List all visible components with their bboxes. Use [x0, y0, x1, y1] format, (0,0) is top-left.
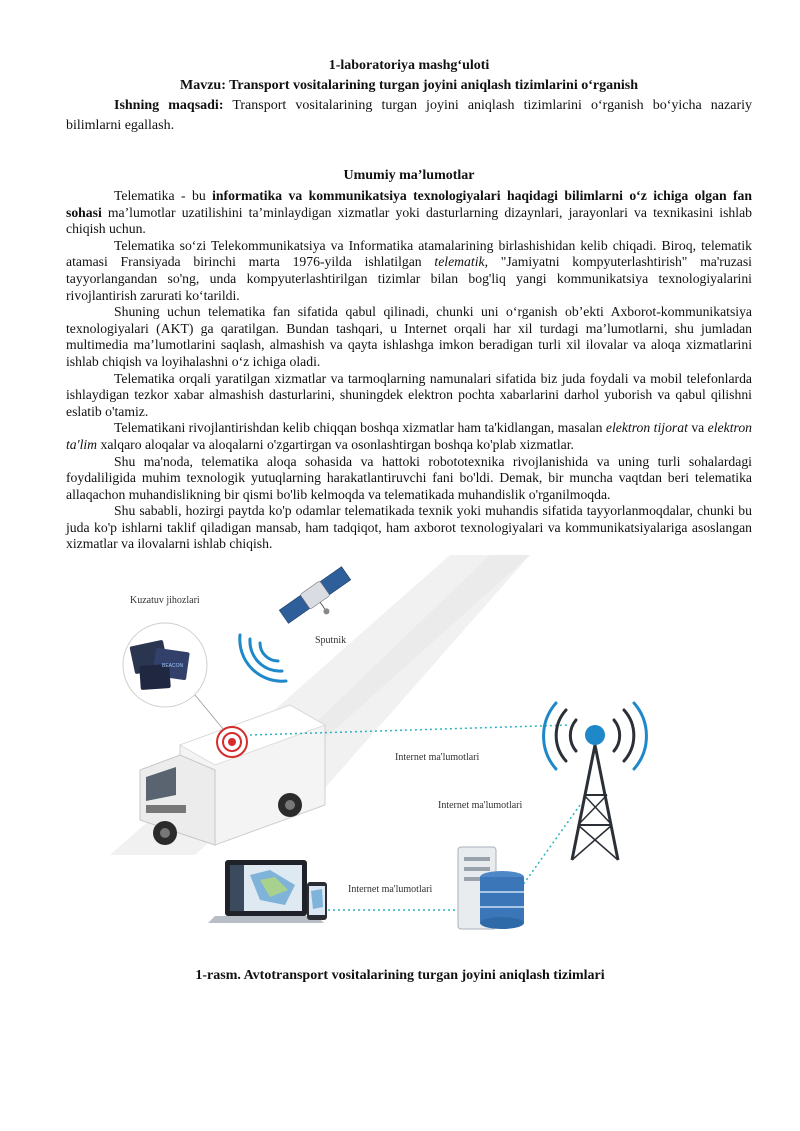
goal-paragraph — [66, 96, 752, 136]
paragraph-2 — [66, 238, 752, 304]
devices-label: Kuzatuv jihozlari — [130, 595, 200, 606]
link3-label: Internet ma'lumotlari — [348, 884, 433, 895]
p5-italic-1: elektron tijorat — [605, 420, 688, 436]
p5-text-c: va — [687, 420, 708, 436]
server-icon — [458, 847, 524, 929]
telematics-diagram — [110, 555, 670, 960]
paragraph-6: Shu ma'noda, telematika aloqa sohasida va hattoki robototexnika rivojlanishida va uning turli sohalardagi foydaliligida muhim texnologik yutuqlarning harakatlantiruvchi fani bo'ldi. Demak, bir muncha vaqtdan beri telematika allaqachon muhandislikning bir qismi bo'lib kelmoqda va telematikada muhandislik o'rganilmoqda. — [66, 453, 752, 502]
section-title: Umumiy ma’lumotlar — [343, 168, 475, 183]
p5-text-a: Telematikani rivojlantirishdan kelib chiqqan boshqa xizmatlar ham ta'kidlangan, masalan — [114, 420, 606, 436]
p5-italic-2: elektron ta'lim — [66, 420, 753, 452]
topic-line: Mavzu: Transport vositalarining turgan joyini aniqlash tizimlarini o‘rganish — [179, 78, 639, 93]
lab-title: 1-laboratoriya mashg‘uloti — [328, 58, 490, 73]
cell-tower-icon — [544, 703, 647, 860]
satellite-label: Sputnik — [315, 635, 347, 646]
figure-caption: 1-rasm. Avtotransport vositalarining turgan joyini aniqlash tizimlari — [195, 968, 605, 983]
goal-label: Ishning maqsadi: — [114, 98, 224, 113]
satellite-icon — [279, 566, 360, 636]
p2-italic: telematik — [434, 254, 485, 270]
p1-bold: informatika va kommunikatsiya texnologiyalari haqidagi bilimlarni o‘z ichiga olgan fan sohasi — [66, 188, 752, 220]
p5-text-e: xalqaro aloqalar va aloqalarni o'zgartirgan va osonlashtirgan boshqa ko'plab xizmatlar. — [97, 436, 574, 452]
p1-text-c: ma’lumotlar uzatilishini ta’minlaydigan xizmatlar yoki dasturlarning dizaynlari, jarayonlari va texnikasini ishlab chiqish uchun. — [66, 204, 752, 237]
laptop-icon — [208, 860, 324, 923]
device-box-text: BEACON — [162, 663, 184, 669]
p1-text-a: Telematika - bu — [114, 188, 213, 203]
link1-label: Internet ma'lumotlari — [395, 752, 480, 763]
p2-text-a: Telematika so‘zi Telekommunikatsiya va Informatika atamalarining birlashishidan kelib chiqadi. Biroq, telematik atamasi Fransiyada birinchi marta 1976-yilda ishlatilgan — [66, 237, 752, 270]
phone-icon — [307, 882, 327, 920]
paragraph-4: Telematika orqali yaratilgan xizmatlar va tarmoqlarning namunalari sifatida biz juda foydali va mobil telefonlarda ishlaydigan tezkor xabar almashish dasturlarini, shuningdek elektron pochta xabarlarini darhol yuborish va qabul qilishni eslatib o'tamiz. — [66, 370, 752, 419]
document-page — [66, 56, 752, 553]
p2-text-c: , "Jamiyatni kompyuterlashtirish" ma'ruzasi tayyorlangandan so'ng, unda kompyuterlashtirilgan tizimlar bilan bog'liq yangi kommunikatsiya texnologiyalarini rivojlantirish zarurati ko‘tarildi. — [66, 254, 752, 303]
paragraph-3: Shuning uchun telematika fan sifatida qabul qilinadi, chunki uni o‘rganish ob’ekti Axborot-kommunikatsiya texnologiyalari (AKT) ga qaratilgan. Bundan tashqari, u Internet orqali har xil turdagi ma’lumotlarni, shu jumladan multimedia ma’lumotlarini saqlash, almashish va qayta ishlashga imkon beradigan turli xil ilovalar va aloqa xizmatlarini ishlab chiqish va loyihalashni o‘z ichiga oladi. — [66, 304, 752, 369]
goal-text: Transport vositalarining turgan joyini aniqlash tizimlarini o‘rganish bo‘yicha nazariy bilimlarni egallash. — [66, 98, 752, 133]
link2-label: Internet ma'lumotlari — [438, 800, 523, 811]
paragraph-1 — [66, 188, 752, 238]
paragraph-7: Shu sababli, hozirgi paytda ko'p odamlar telematikada texnik yoki muhandis sifatida tayyorlanmoqdalar, chunki bu juda ko'p ishlarni taklif qiladigan mansab, ham tadqiqot, ham axborot texnologiyalari va kommunikatsiyalariga asoslangan xizmatlar va ilovalarni ishlab chiqish. — [66, 503, 752, 552]
satellite-signal-icon — [240, 635, 286, 681]
truck-icon — [140, 705, 325, 845]
paragraph-5 — [66, 420, 752, 453]
